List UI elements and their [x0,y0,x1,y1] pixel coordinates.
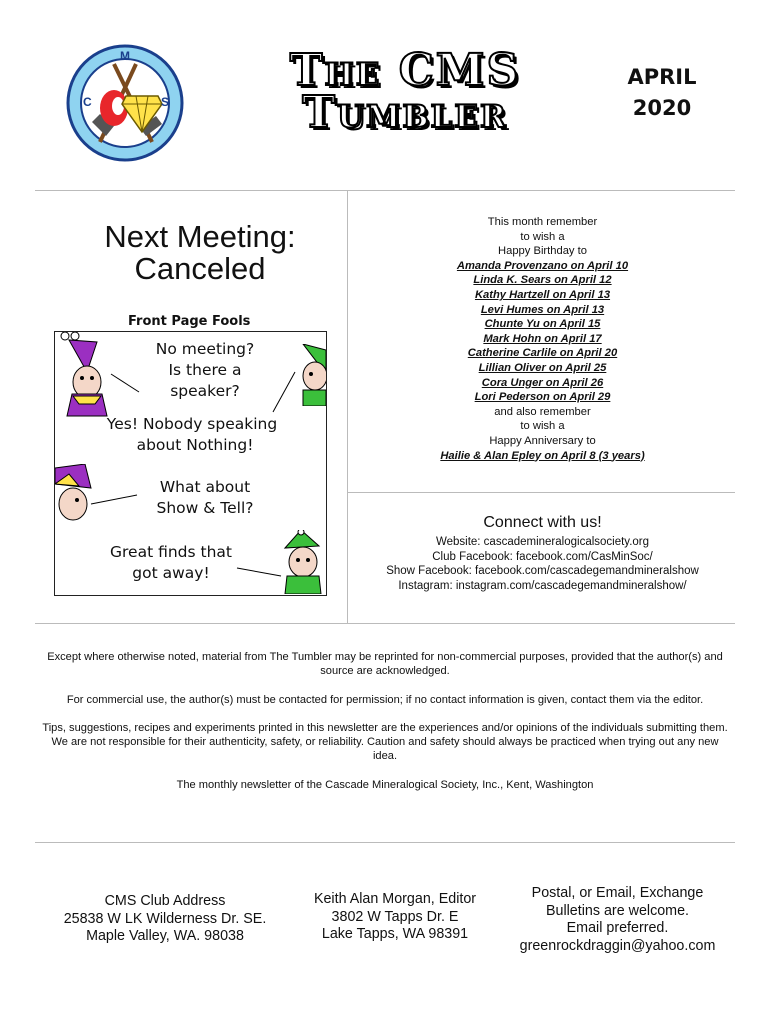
column-divider [347,190,348,623]
commercial-notice: For commercial use, the author(s) must be contacted for permission; if no contact information is given, contact them via the editor. [66,693,704,706]
meeting-label: Next Meeting: [104,219,296,254]
reprint-notice: Except where otherwise noted, material from The Tumbler may be reprinted for non-commercial purposes, provided that the author(s) and source are acknowledged. [47,651,723,678]
birthday-name: Catherine Carlile on April 20 [467,347,618,360]
birthday-list [350,215,735,463]
editor-email-link[interactable]: greenrockdraggin@yahoo.com [519,937,716,954]
logo-letter-m: M [120,49,130,63]
birthday-name: Chunte Yu on April 15 [484,318,601,331]
comic-panel [54,331,327,596]
birthday-name: Lori Pederson on April 29 [474,391,611,404]
comic-text-6: What about [159,478,251,496]
issue-year: 2020 [632,96,692,120]
connect-links [350,535,735,594]
connect-divider [348,492,735,493]
comic-text-4: Yes! Nobody speaking [106,415,278,433]
exchange-line: Postal, or Email, Exchange [531,885,704,901]
editor-address-line: Keith Alan Morgan, Editor [313,891,477,907]
comic-text-2: Is there a [168,361,242,379]
birthday-name: Levi Humes on April 13 [480,303,605,316]
club-facebook-link[interactable]: Club Facebook: facebook.com/CasMinSoc/ [432,550,653,563]
title-line-2: Tumbler [302,87,508,138]
publisher-notice: The monthly newsletter of the Cascade Mineralogical Society, Inc., Kent, Washington [176,778,594,791]
exchange-info [500,885,735,955]
exchange-line: Bulletins are welcome. [545,902,690,919]
editor-address-line: Lake Tapps, WA 98391 [321,926,469,942]
title-line-1: The CMS [289,45,521,96]
club-address-line: Maple Valley, WA. 98038 [86,928,244,944]
comic-text-1: No meeting? [155,340,255,358]
comic-text-8: Great finds that [110,543,232,561]
website-link[interactable]: Website: cascademineralogicalsociety.org [435,536,650,548]
comic-title: Front Page Fools [128,314,251,329]
birthday-name: Amanda Provenzano on April 10 [456,259,629,272]
birthday-name: Cora Unger on April 26 [481,376,604,389]
header-divider [35,190,735,191]
legal-notices [40,650,730,806]
editor-address [290,891,500,944]
anniversary-intro-3: Happy Anniversary to [489,434,596,447]
comic-text-5: about Nothing! [136,436,254,454]
birthday-name: Lillian Oliver on April 25 [478,361,607,374]
exchange-line: Email preferred. [566,920,669,936]
next-meeting [60,221,340,285]
notices-divider [35,623,735,624]
instagram-link[interactable]: Instagram: instagram.com/cascadegemandmineralshow/ [398,580,687,593]
anniversary-name: Hailie & Alan Epley on April 8 (3 years) [440,449,645,462]
meeting-status: Canceled [134,251,266,286]
logo-letter-s: S [161,95,170,109]
issue-date [612,62,712,124]
birthday-name: Linda K. Sears on April 12 [473,274,612,287]
birthday-intro-2: to wish a [520,230,565,243]
birthday-intro-1: This month remember [487,216,598,228]
club-address-line: CMS Club Address [104,893,226,909]
birthday-intro-3: Happy Birthday to [498,245,587,258]
issue-month: APRIL [627,65,697,89]
birthday-name: Kathy Hartzell on April 13 [474,288,611,301]
disclaimer-notice: Tips, suggestions, recipes and experiments printed in this newsletter are the experiences and/or opinions of the individuals submitting them. We are not responsible for their authenticity, safety, or reliability. Caution and safety should always be practiced when trying out any new idea. [42,721,728,763]
comic-text-3: speaker? [170,382,240,400]
logo-letter-c: C [83,95,92,109]
show-facebook-link[interactable]: Show Facebook: facebook.com/cascadegemandmineralshow [386,565,699,578]
comic-text-9: got away! [132,564,210,582]
birthday-name: Mark Hohn on April 17 [483,332,602,345]
club-address [40,893,290,946]
comic-text-7: Show & Tell? [156,499,254,517]
footer-divider [35,842,735,843]
anniversary-intro-1: and also remember [494,405,591,418]
connect-heading: Connect with us! [483,514,602,531]
cms-logo [66,44,184,162]
club-address-line: 25838 W LK Wilderness Dr. SE. [63,910,267,927]
editor-address-line: 3802 W Tapps Dr. E [331,908,459,925]
newsletter-title [235,45,575,138]
anniversary-intro-2: to wish a [520,420,565,433]
